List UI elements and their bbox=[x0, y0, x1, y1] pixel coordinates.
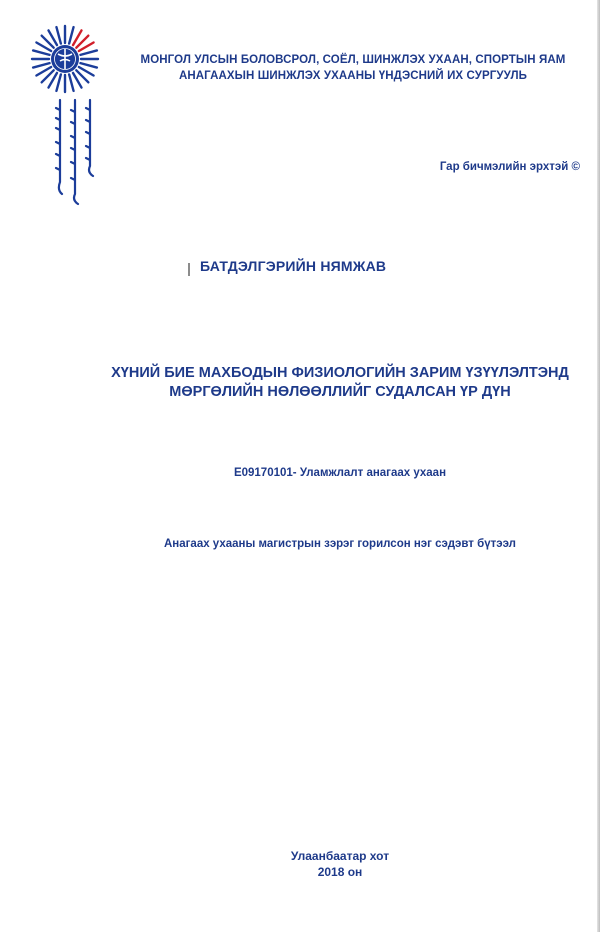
thesis-title-line-2: МӨРГӨЛИЙН НӨЛӨӨЛЛИЙГ СУДАЛСАН ҮР ДҮН bbox=[169, 384, 511, 400]
author-name: БАТДЭЛГЭРИЙН НЯМЖАВ bbox=[200, 258, 387, 274]
institution-header bbox=[118, 52, 588, 84]
mongolian-script-emblem-icon bbox=[50, 98, 120, 208]
copyright-notice: Гар бичмэлийн эрхтэй © bbox=[439, 161, 580, 173]
thesis-title-line-1: ХҮНИЙ БИЕ МАХБОДЫН ФИЗИОЛОГИЙН ЗАРИМ ҮЗҮҮЛЭЛТЭНД bbox=[111, 365, 569, 381]
specialty-code: E09170101- Уламжлалт анагаах ухаан bbox=[233, 467, 447, 479]
degree-description: Анагаах ухааны магистрын зэрэг горилсон нэг сэдэвт бүтээл bbox=[163, 538, 516, 550]
place-and-year bbox=[90, 848, 590, 880]
year: 2018 он bbox=[317, 865, 363, 879]
city: Улаанбаатар хот bbox=[290, 849, 390, 863]
thesis-title bbox=[90, 364, 590, 402]
ministry-name: МОНГОЛ УЛСЫН БОЛОВСРОЛ, СОЁЛ, ШИНЖЛЭХ УХААН, СПОРТЫН ЯАМ bbox=[140, 54, 566, 66]
university-emblem-icon bbox=[30, 24, 100, 94]
margin-mark bbox=[188, 263, 190, 276]
university-name: АНАГААХЫН ШИНЖЛЭХ УХААНЫ ҮНДЭСНИЙ ИХ СУРГУУЛЬ bbox=[178, 70, 528, 82]
